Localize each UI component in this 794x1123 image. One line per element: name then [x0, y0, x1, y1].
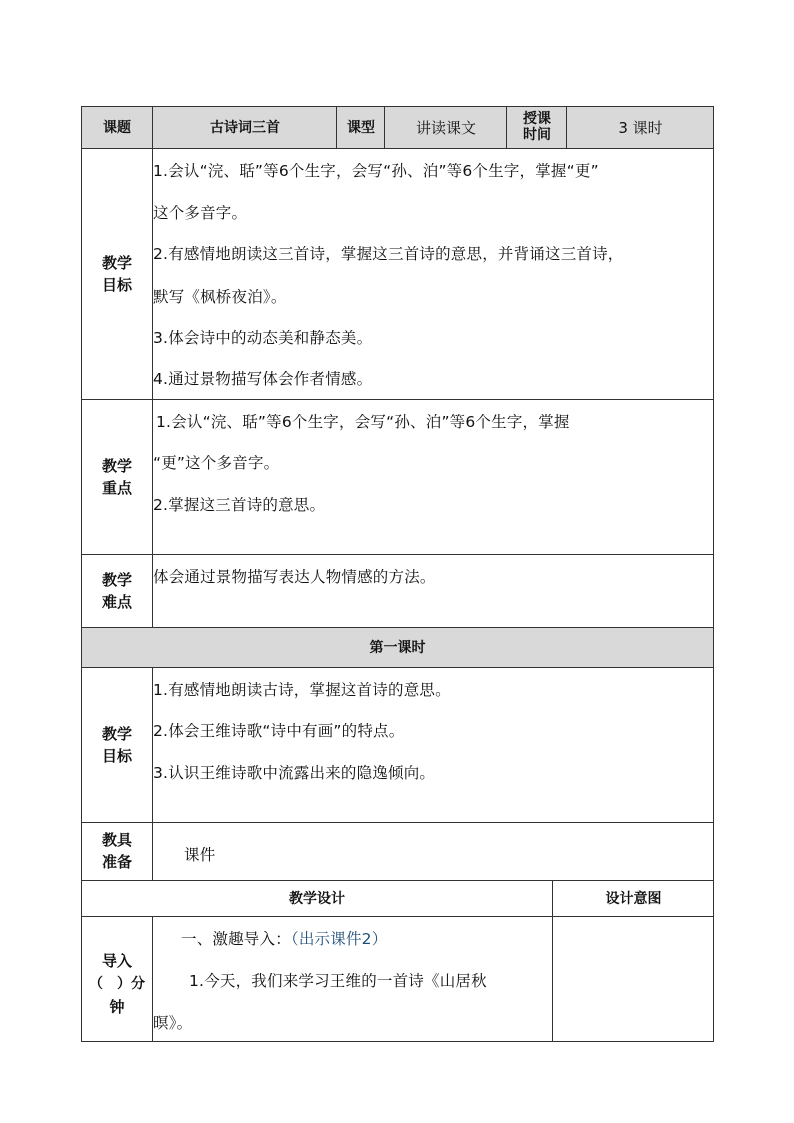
- topic-label-cell: [81, 106, 153, 148]
- intro-text-line-2: 暝》。: [153, 1014, 193, 1032]
- intro-heading-line: [181, 928, 387, 950]
- grid-hline: [81, 667, 714, 668]
- lesson1-goals-line-1: 1.有感情地朗读古诗，掌握这首诗的意思。: [153, 681, 451, 699]
- grid-vline: [336, 106, 337, 148]
- grid-hline: [81, 148, 714, 149]
- design-col1: 教学设计: [289, 891, 345, 907]
- goals-line-6: 4.通过景物描写体会作者情感。: [153, 370, 373, 388]
- lesson1-goals-label-line1: 教学: [101, 724, 132, 743]
- topic-label: 课题: [103, 120, 131, 136]
- type-value: 讲读课文: [415, 118, 476, 137]
- topic-value: 古诗词三首: [210, 120, 280, 136]
- goals-line-5: 3.体会诗中的动态美和静态美。: [153, 329, 373, 347]
- type-value-cell: [385, 106, 507, 148]
- difficulties-label-line2: 难点: [101, 592, 132, 611]
- grid-vline: [81, 106, 82, 1042]
- time-label-cell: [507, 106, 567, 148]
- tools-value: 课件: [184, 846, 216, 864]
- grid-hline: [81, 880, 714, 881]
- lesson1-title: 第一课时: [369, 640, 426, 656]
- intro-heading: 一、激趣导入：: [181, 930, 291, 948]
- lesson1-goals-label: [81, 667, 153, 822]
- grid-vline: [152, 916, 153, 1042]
- grid-vline: [552, 880, 553, 1042]
- key-points-label-line1: 教学: [101, 456, 132, 475]
- difficulties-text: 体会通过景物描写表达人物情感的方法。: [153, 568, 436, 586]
- intro-label-line3: 钟: [109, 998, 125, 1016]
- goals-line-2: 这个多音字。: [153, 204, 248, 222]
- goals-label-line2: 目标: [101, 275, 132, 294]
- intro-label: [81, 916, 153, 1041]
- type-label-cell: [337, 106, 385, 148]
- grid-vline: [713, 106, 714, 1042]
- lesson1-title-cell: [81, 627, 714, 667]
- grid-vline: [152, 667, 153, 880]
- grid-vline: [566, 106, 567, 148]
- goals-line-3: 2.有感情地朗读这三首诗，掌握这三首诗的意思，并背诵这三首诗，: [153, 245, 624, 263]
- lesson1-goals-line-2: 2.体会王维诗歌“诗中有画”的特点。: [153, 722, 405, 740]
- time-label-line1: 授课: [523, 111, 551, 127]
- lesson1-goals-line-3: 3.认识王维诗歌中流露出来的隐逸倾向。: [153, 764, 436, 782]
- key-points-label-line2: 重点: [101, 478, 132, 497]
- time-value: 3 课时: [618, 118, 663, 137]
- difficulties-label: [81, 554, 153, 627]
- design-col1-cell: [81, 880, 553, 916]
- key-points-label: [81, 399, 153, 554]
- topic-value-cell: [153, 106, 337, 148]
- tools-label-line2: 准备: [101, 853, 132, 871]
- goals-label-line1: 教学: [101, 253, 132, 272]
- time-value-cell: [567, 106, 714, 148]
- tools-label: [81, 822, 153, 880]
- lesson1-goals-label-line2: 目标: [101, 746, 132, 765]
- intro-heading-note: （出示课件2）: [290, 930, 388, 948]
- grid-hline: [81, 822, 714, 823]
- intro-label-line2: （ ）分: [89, 976, 145, 992]
- goals-line-1: 1.会认“浣、聒”等6个生字，会写“孙、泊”等6个生字，掌握“更”: [153, 162, 599, 180]
- grid-hline: [81, 1041, 714, 1042]
- goals-line-4: 默写《枫桥夜泊》。: [153, 288, 287, 306]
- key-points-line-1: 1.会认“浣、聒”等6个生字，会写“孙、泊”等6个生字，掌握: [156, 413, 570, 431]
- grid-hline: [81, 916, 714, 917]
- design-col2: 设计意图: [605, 891, 662, 907]
- grid-vline: [384, 106, 385, 148]
- difficulties-label-line1: 教学: [101, 570, 132, 589]
- time-label-line2: 时间: [523, 127, 551, 143]
- grid-hline: [81, 554, 714, 555]
- key-points-line-3: 2.掌握这三首诗的意思。: [153, 496, 326, 514]
- grid-vline: [152, 106, 153, 627]
- type-label: 课型: [347, 120, 375, 136]
- grid-hline: [81, 106, 714, 107]
- grid-hline: [81, 627, 714, 628]
- intro-text-line-1: 1.今天，我们来学习王维的一首诗《山居秋: [189, 972, 487, 990]
- intro-label-line1: 导入: [101, 952, 132, 970]
- key-points-line-2: “更”这个多音字。: [153, 454, 280, 472]
- tools-label-line1: 教具: [101, 831, 132, 849]
- design-col2-cell: [553, 880, 714, 916]
- grid-hline: [81, 399, 714, 400]
- grid-vline: [506, 106, 507, 148]
- goals-label: [81, 148, 153, 399]
